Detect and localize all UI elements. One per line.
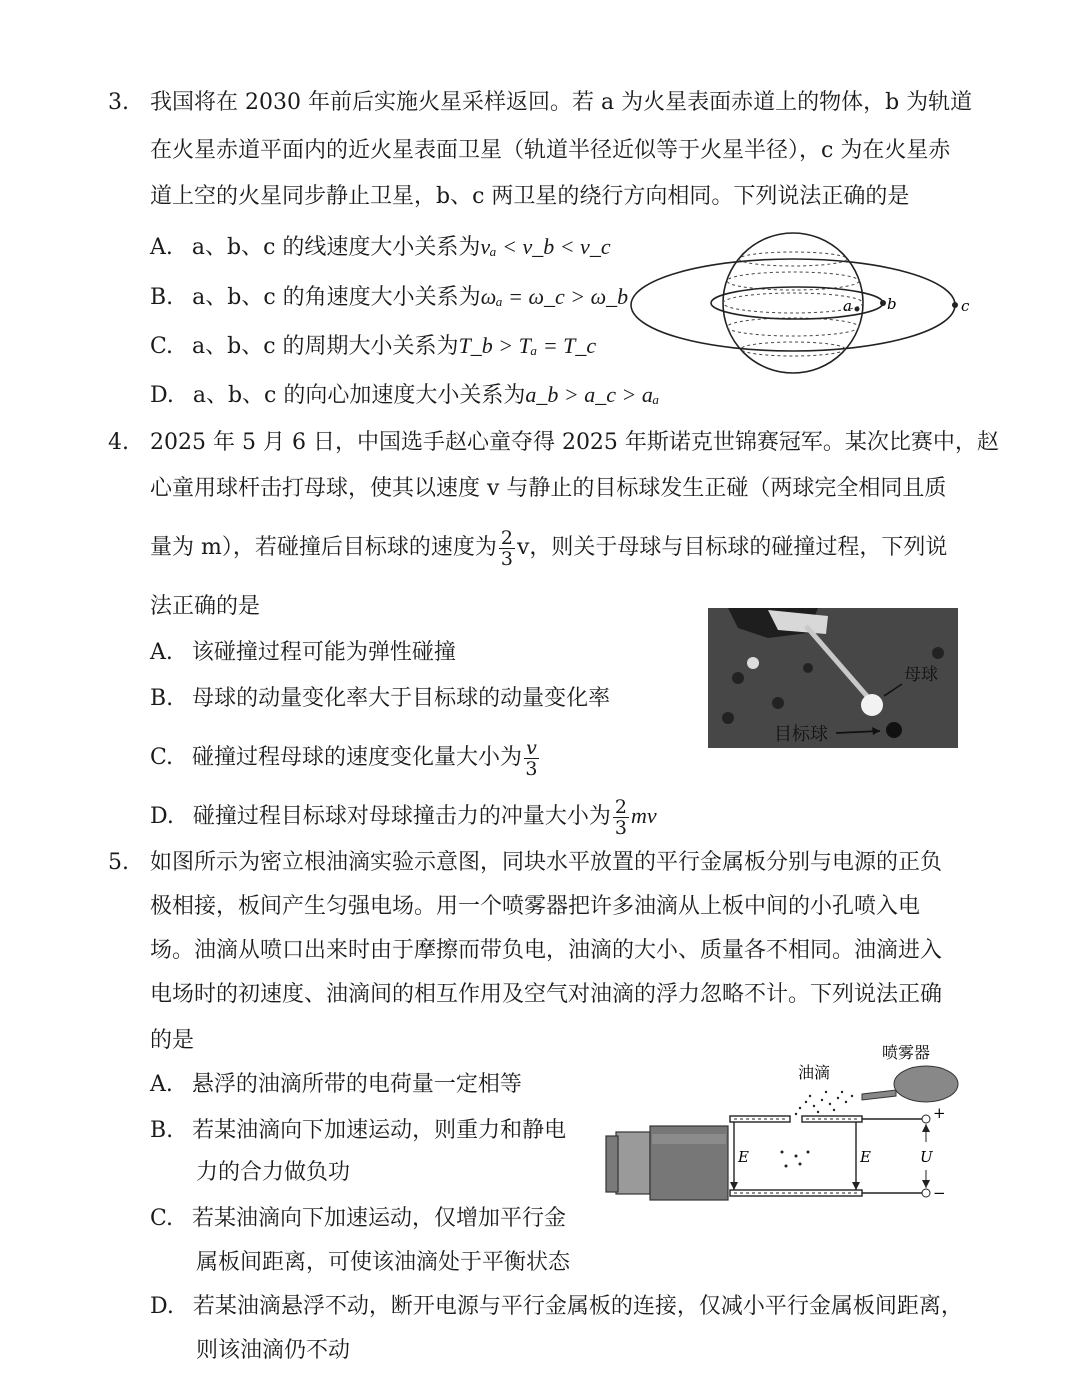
question-stem-line: 法正确的是 (150, 594, 261, 619)
option-d[interactable] (150, 792, 657, 841)
option-b[interactable] (150, 1116, 566, 1146)
label-a: a (843, 297, 852, 315)
orbit-b (711, 287, 883, 319)
cue-ball (861, 694, 883, 716)
ball (747, 657, 759, 669)
mars-sphere (723, 233, 863, 373)
question-stem-line: 极相接，板间产生匀强电场。用一个喷雾器把许多油滴从上板中间的小孔喷入电 (150, 894, 921, 919)
option-a[interactable] (150, 638, 456, 668)
question-number: 3. (108, 90, 129, 115)
point-b (880, 300, 886, 306)
option-text: 该碰撞过程可能为弹性碰撞 (191, 640, 456, 665)
numerator: 2 (500, 526, 513, 549)
fraction (499, 528, 515, 569)
sprayer-bulb (894, 1066, 958, 1102)
minus-sign: − (933, 1184, 946, 1202)
droplets-between-plates (781, 1151, 810, 1168)
voltage-label: U (920, 1148, 933, 1166)
option-b-continued: 力的合力做负功 (196, 1160, 351, 1185)
ball (732, 672, 744, 684)
sprayer-label: 喷雾器 (882, 1043, 931, 1062)
stem-text: v，则关于母球与目标球的碰撞过程，下列说 (516, 535, 948, 560)
question-stem-line: 电场时的初速度、油滴间的相互作用及空气对油滴的浮力忽略不计。下列说法正确 (150, 982, 943, 1007)
option-text: a、b、c 的向心加速度大小关系为 (192, 383, 526, 408)
latitude-line (727, 318, 859, 336)
mars-orbit-figure (625, 225, 985, 385)
millikan-apparatus-figure (600, 1040, 970, 1210)
option-label: B. (150, 285, 174, 310)
question-stem-line (150, 524, 947, 572)
option-text: a、b、c 的角速度大小关系为 (192, 285, 481, 310)
option-d[interactable] (150, 380, 659, 411)
option-b[interactable] (150, 282, 628, 313)
option-text: 碰撞过程母球的速度变化量大小为 (192, 745, 523, 770)
option-c[interactable] (150, 1204, 566, 1234)
option-label: C. (150, 745, 174, 770)
option-text: 碰撞过程目标球对母球撞击力的冲量大小为 (192, 804, 611, 829)
question-stem-line: 我国将在 2030 年前后实施火星采样返回。若 a 为火星表面赤道上的物体，b 为轨道 (150, 90, 973, 115)
label-target-ball: 目标球 (774, 724, 828, 745)
option-c[interactable] (150, 331, 596, 362)
option-label: C. (150, 1206, 174, 1231)
option-label: B. (150, 1118, 174, 1143)
ball (722, 712, 734, 724)
option-label: C. (150, 334, 174, 359)
question-stem-line: 道上空的火星同步静止卫星，b、c 两卫星的绕行方向相同。下列说法正确的是 (150, 184, 910, 209)
option-formula: a_b > a_c > aₐ (525, 382, 660, 407)
option-c-continued: 属板间距离，可使该油滴处于平衡状态 (196, 1250, 571, 1275)
option-text: 若某油滴向下加速运动，仅增加平行金 (192, 1206, 567, 1231)
target-ball (886, 722, 902, 738)
option-label: D. (150, 383, 174, 408)
fraction (524, 738, 539, 779)
option-label: A. (150, 235, 173, 260)
question-stem-line: 的是 (150, 1028, 195, 1053)
option-d[interactable] (150, 1292, 963, 1322)
option-a[interactable] (150, 232, 611, 263)
option-text: 悬浮的油滴所带的电荷量一定相等 (191, 1072, 522, 1097)
question-stem-line: 在火星赤道平面内的近火星表面卫星（轨道半径近似等于火星半径），c 为在火星赤 (150, 138, 951, 163)
field-label: E (860, 1148, 871, 1166)
orbit-c (631, 259, 955, 351)
numerator: 2 (614, 795, 627, 818)
option-label: D. (150, 1294, 174, 1319)
latitude-line (741, 342, 845, 356)
negative-terminal (922, 1189, 930, 1197)
spray-droplets (795, 1091, 853, 1115)
droplets-label: 油滴 (798, 1063, 831, 1082)
label-b: b (887, 295, 897, 313)
option-label: D. (150, 804, 174, 829)
option-text: a、b、c 的线速度大小关系为 (191, 235, 481, 260)
stem-text: 量为 m），若碰撞后目标球的速度为 (150, 535, 497, 560)
option-formula: T_b > Tₐ = T_c (458, 333, 597, 358)
option-label: A. (150, 1072, 173, 1097)
question-stem-line: 心童用球杆击打母球，使其以速度 v 与静止的目标球发生正碰（两球完全相同且质 (150, 476, 947, 501)
option-text: 母球的动量变化率大于目标球的动量变化率 (192, 686, 611, 711)
denominator: 3 (614, 816, 627, 839)
ball (772, 697, 784, 709)
option-label: A. (150, 640, 173, 665)
option-formula: vₐ < v_b < v_c (480, 234, 611, 259)
option-text: 若某油滴向下加速运动，则重力和静电 (192, 1118, 567, 1143)
positive-terminal (922, 1115, 930, 1123)
option-formula: mv (630, 803, 657, 828)
point-c (952, 302, 958, 308)
option-text: 若某油滴悬浮不动，断开电源与平行金属板的连接，仅减小平行金属板间距离， (192, 1294, 963, 1319)
option-b[interactable] (150, 684, 610, 714)
denominator: 3 (500, 547, 513, 570)
label-cue-ball: 母球 (904, 665, 938, 685)
snooker-photo (708, 608, 958, 748)
option-a[interactable] (150, 1070, 522, 1100)
question-number: 5. (108, 850, 129, 875)
point-a (855, 307, 860, 312)
plus-sign: + (933, 1104, 946, 1122)
denominator: 3 (525, 757, 538, 780)
option-d-continued: 则该油滴仍不动 (196, 1338, 351, 1363)
field-label: E (738, 1148, 749, 1166)
question-stem-line: 如图所示为密立根油滴实验示意图，同块水平放置的平行金属板分别与电源的正负 (150, 850, 943, 875)
numerator: v (526, 736, 537, 759)
fraction (613, 797, 629, 838)
question-number: 4. (108, 430, 129, 455)
question-stem-line: 2025 年 5 月 6 日，中国选手赵心童夺得 2025 年斯诺克世锦赛冠军。某次比赛中，赵 (150, 430, 999, 455)
microscope-tube (616, 1132, 650, 1194)
option-text: a、b、c 的周期大小关系为 (192, 334, 459, 359)
equator-line (723, 293, 863, 313)
label-c: c (961, 297, 970, 315)
option-formula: ωₐ = ω_c > ω_b (480, 284, 629, 309)
question-stem-line: 场。油滴从喷口出来时由于摩擦而带负电，油滴的大小、质量各不相同。油滴进入 (150, 938, 943, 963)
ball (803, 663, 813, 673)
option-c[interactable] (150, 734, 541, 782)
option-label: B. (150, 686, 174, 711)
ball (932, 647, 944, 659)
